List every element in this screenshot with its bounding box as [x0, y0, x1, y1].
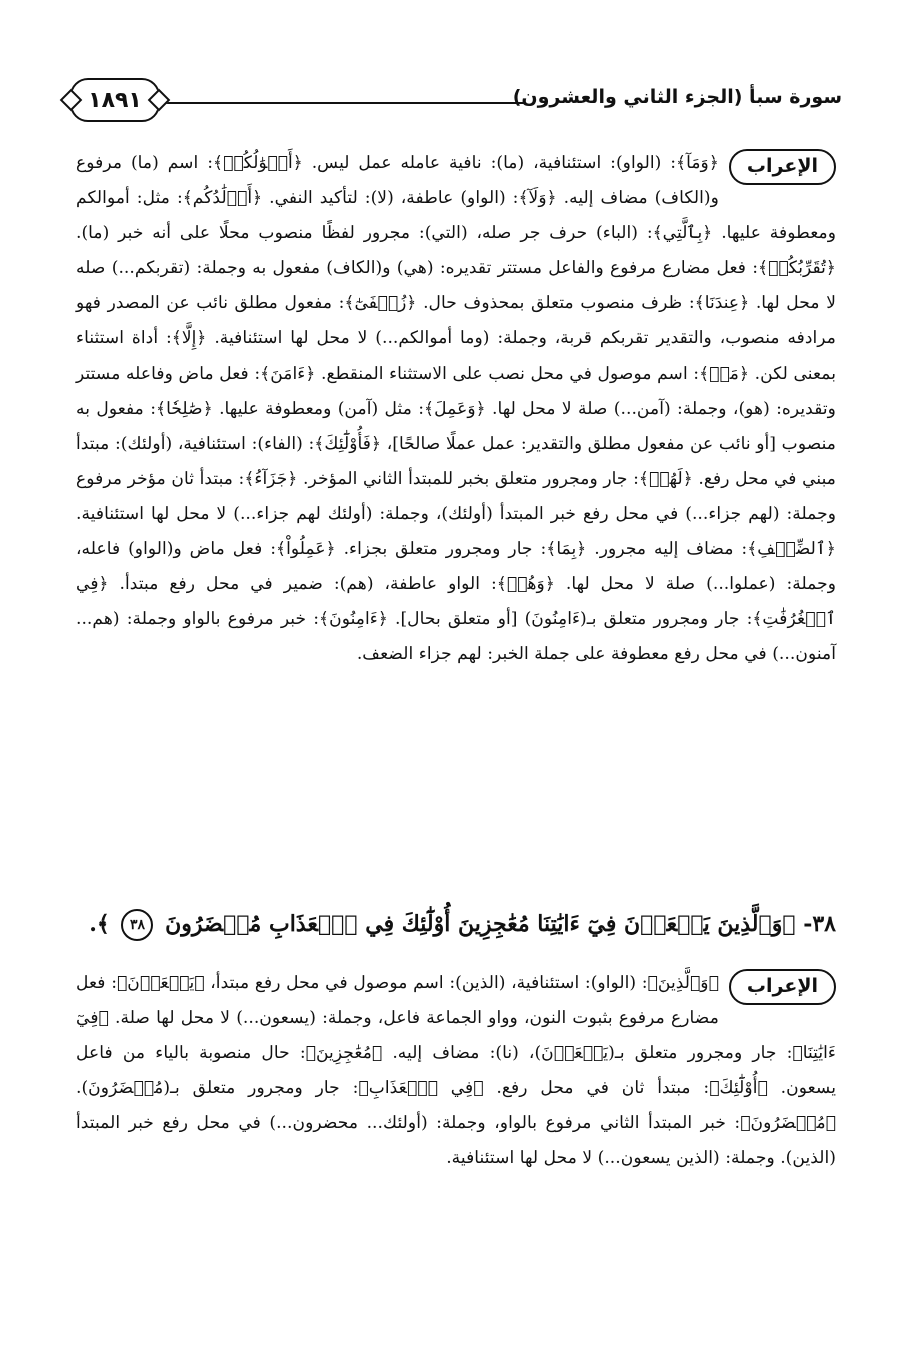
page-header	[70, 78, 842, 124]
page-number: ١٨٩١	[70, 78, 160, 122]
running-title: سورة سبأ (الجزء الثاني والعشرون)	[512, 86, 842, 108]
verse-closing: ﴾.	[89, 911, 110, 937]
text-line: صلة لا محل لها. ﴿وَهُمۡ﴾: الواو عاطفة، (هم): ضمير في محل رفع مبتدأ. ﴿فِي ٱلۡغُرُفَٰتِ﴾: جار	[76, 574, 836, 630]
text-line: مرفوع و(الكاف) مضاف إليه. ﴿وَلَآ﴾: (الواو) عاطفة، (لا): لتأكيد النفي. ﴿أَوۡلَٰدُكُم﴾: مثل:	[76, 153, 719, 209]
irab-badge: الإعراب	[729, 149, 836, 185]
text-line: ومجرور متعلق بـ(ءَامِنُونَ) [أو متعلق بحال]. ﴿ءَامِنُونَ﴾: خبر مرفوع بالواو وجملة: (هم...	[76, 609, 709, 630]
text-line: يسعون...) لا محل لها استئنافية.	[446, 1148, 671, 1169]
text-line: على أنه خبر (ما). ﴿تُقَرِّبُكُمۡ﴾: فعل مضارع مرفوع والفاعل مستتر تقديره: (هي) و(الكاف)	[76, 223, 837, 279]
parsing-block-1	[76, 146, 836, 672]
text-line: وجملة: (وما أموالكم...) لا محل لها استئنافية. ﴿إِلَّا﴾: أداة استثناء بمعنى لكن. ﴿مَنۡ﴾: اسم	[76, 328, 836, 384]
parsing-block-2	[76, 966, 836, 1177]
text-line: ﴿يَسۡعَوۡنَ﴾: فعل مضارع مرفوع بثبوت النون، وواو الجماعة فاعل، وجملة: (يسعون...) لا	[76, 973, 719, 1029]
verse-end-marker: ٣٨	[121, 909, 153, 941]
text-line: ﴿بِمَا﴾: جار ومجرور متعلق بجزاء. ﴿عَمِلُواْ﴾: فعل ماض و(الواو) فاعله، وجملة: (عملوا...)	[76, 539, 836, 595]
text-line: موصول في محل نصب على الاستثناء المنقطع. ﴿ءَامَنَ﴾: فعل ماض وفاعله مستتر وتقديره: (هو)،	[76, 363, 836, 419]
text-line: ﴿وَٱلَّذِينَ﴾: (الواو): استئنافية، (الذين): اسم موصول في محل رفع مبتدأ،	[210, 973, 719, 993]
text-line: ﴿مُعَٰجِزِينَ﴾: حال منصوبة بالياء من فاعل يسعون. ﴿أُوْلَٰٓئِكَ﴾: مبتدأ ثان في محل رفع. ﴿فِي	[76, 1043, 836, 1099]
text-line: استئنافية، (أولئك): مبتدأ مبني في محل رفع. ﴿لَهُمۡ﴾: جار ومجرور متعلق بخبر للمبتدأ الثاني	[76, 433, 836, 489]
quran-verse	[70, 902, 836, 946]
text-line: وجملة: (أولئك... محضرون...) في محل رفع خبر المبتدأ (الذين). وجملة: (الذين	[76, 1113, 836, 1169]
irab-badge: الإعراب	[729, 969, 836, 1005]
text-line: المؤخر. ﴿جَزَآءُ﴾: مبتدأ ثان مؤخر مرفوع وجملة: (لهم جزاء...) في محل رفع خبر المبتدأ	[76, 468, 836, 524]
text-line: آمنون...) في محل رفع معطوفة على جملة الخبر: لهم جزاء الضعف.	[356, 644, 836, 665]
text-line: به منصوب [أو نائب عن مفعول مطلق والتقدير: عمل عملًا صالحًا]، ﴿فَأُوْلَٰٓئِكَ﴾: (الفاء):	[76, 398, 836, 454]
text-line: مفعول به وجملة: (تقربكم...) صله لا محل لها. ﴿عِندَنَا﴾: ظرف منصوب متعلق بمحذوف	[76, 258, 836, 314]
text-line: ٱلۡعَذَابِ﴾: جار ومجرور متعلق بـ(مُحۡضَرُونَ). ﴿مُحۡضَرُونَ﴾: خبر المبتدأ الثاني مرفوع بالواو،	[76, 1078, 836, 1134]
text-line: ﴿وَمَآ﴾: (الواو): استئنافية، (ما): نافية عامله عمل ليس. ﴿أَمۡوَٰلُكُمۡ﴾: اسم (ما)	[130, 153, 719, 173]
text-line: (أولئك)، وجملة: (أولئك لهم جزاء...) لا محل لها استئنافية. ﴿ٱلضِّعۡفِ﴾: مضاف إليه مجرور.	[76, 503, 836, 560]
text-line: وجملة: (آمن...) صلة لا محل لها. ﴿وَعَمِلَ﴾: مثل (آمن) ومعطوفة عليها. ﴿صَٰلِحٗا﴾: مفعول	[96, 398, 727, 419]
text-line: محل لها صلة. ﴿فِيٓ ءَايَٰتِنَا﴾: جار ومجرور متعلق بـ(يَسۡعَوۡنَ)، (نا): مضاف إليه.	[76, 1008, 836, 1064]
text-line: أموالكم ومعطوفة عليها. ﴿بِٱلَّتِي﴾: (الباء) حرف جر صله، (التي): مجرور لفظًا منصوب محلًا	[76, 188, 836, 244]
verse-text: ﴿وَٱلَّذِينَ يَسۡعَوۡنَ فِيٓ ءَايَٰتِنَا مُعَٰجِزِينَ أُوْلَٰٓئِكَ فِي ٱلۡعَذَابِ مُحۡضَرُونَ	[165, 911, 796, 937]
text-line: حال. ﴿زُلۡفَىٰٓ﴾: مفعول مطلق نائب عن المصدر فهو مرادفه منصوب، والتقدير تقربكم قربة،	[76, 293, 837, 349]
header-rule	[166, 102, 524, 104]
verse-number-label: ٣٨-	[803, 911, 836, 937]
